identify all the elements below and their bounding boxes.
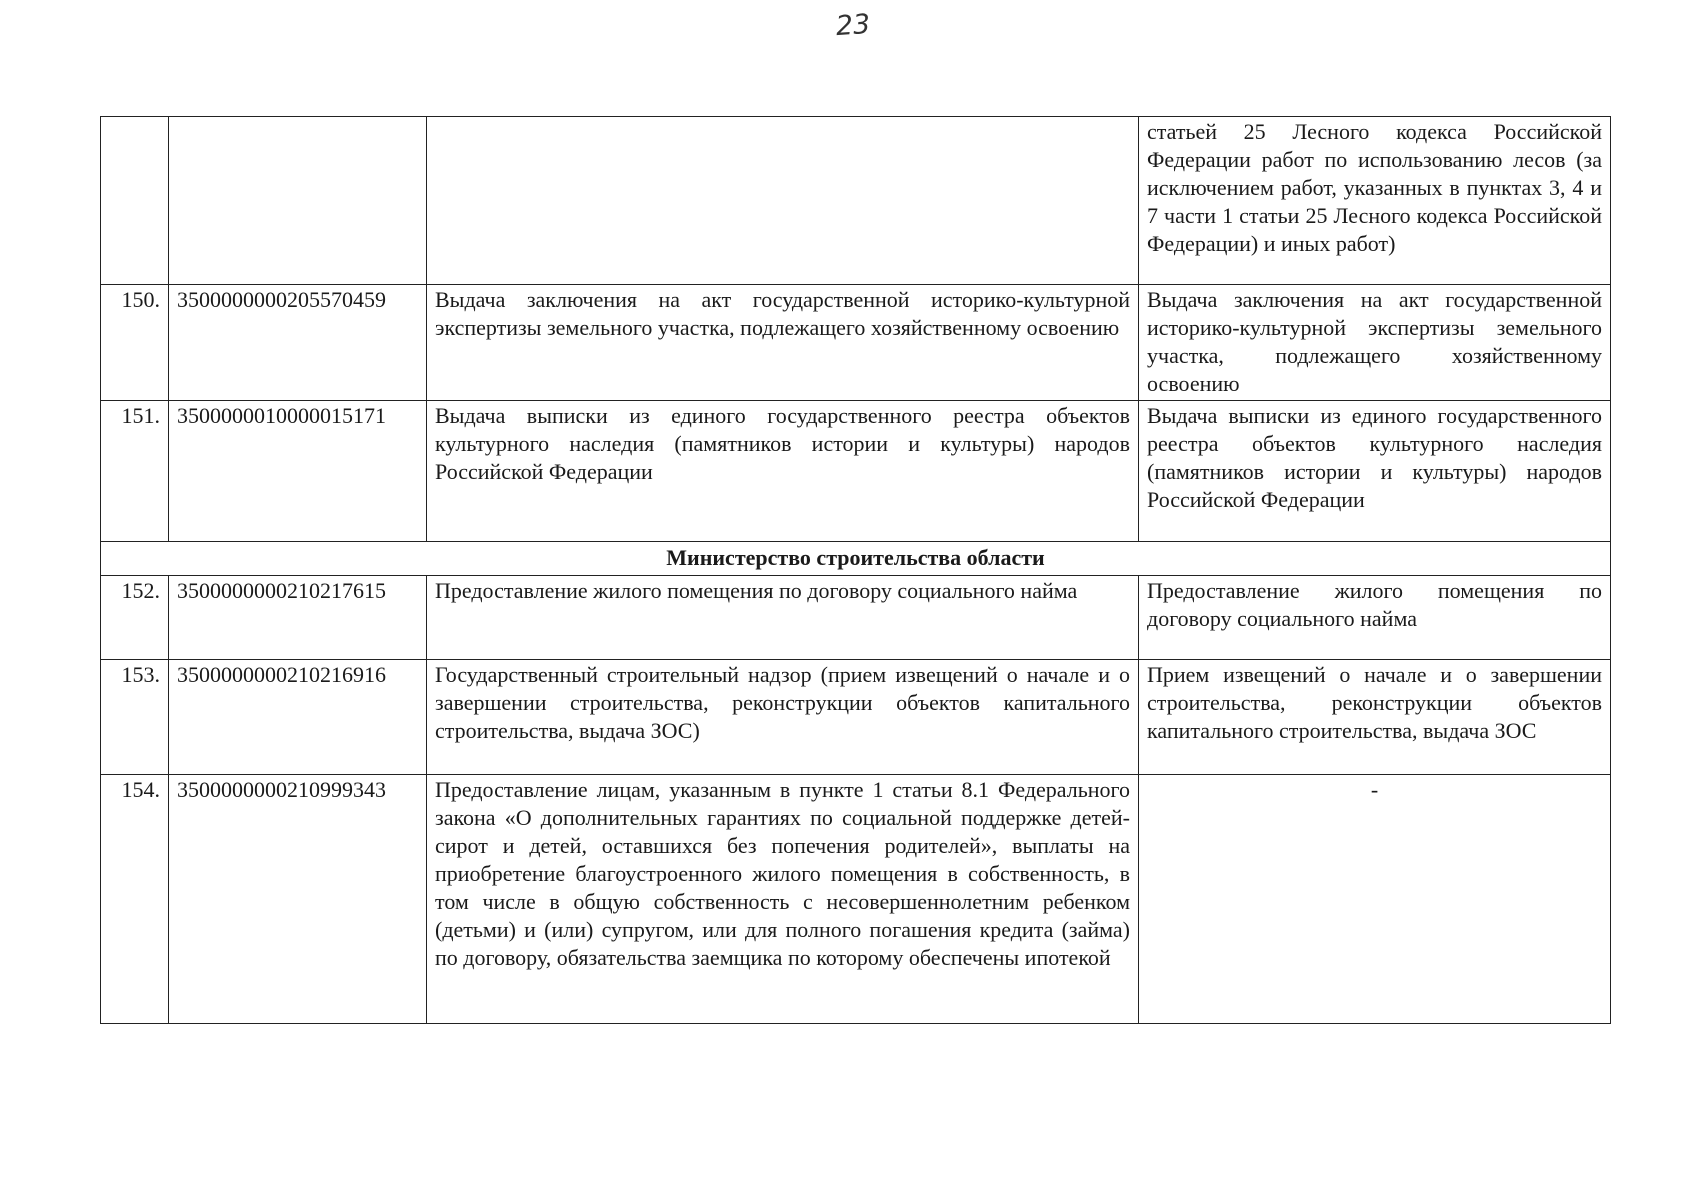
section-header-row — [101, 542, 1611, 576]
service-substance-cell: Выдача выписки из единого государственного реестра объектов культурного наследия (памятников истории и культуры) народов Российской Федерации — [1139, 401, 1611, 542]
table-row — [101, 576, 1611, 660]
section-title: Министерство строительства области — [101, 542, 1611, 576]
service-name-cell — [427, 117, 1139, 285]
table-row — [101, 401, 1611, 542]
service-substance-cell: статьей 25 Лесного кодекса Российской Федерации работ по использованию лесов (за исключением работ, указанных в пунктах 3, 4 и 7 части 1 статьи 25 Лесного кодекса Российской Федерации) и иных работ) — [1139, 117, 1611, 285]
service-name-cell: Предоставление жилого помещения по договору социального найма — [427, 576, 1139, 660]
document-sheet — [100, 116, 1610, 1024]
service-substance-cell: Выдача заключения на акт государственной историко-культурной экспертизы земельного участка, подлежащего хозяйственному освоению — [1139, 285, 1611, 401]
table-row — [101, 660, 1611, 775]
table-row — [101, 285, 1611, 401]
table-row-continuation — [101, 117, 1611, 285]
service-code-cell — [169, 117, 427, 285]
row-number-cell — [101, 117, 169, 285]
table-row — [101, 775, 1611, 1024]
row-number-cell: 150. — [101, 285, 169, 401]
service-substance-cell: Прием извещений о начале и о завершении строительства, реконструкции объектов капитального строительства, выдача ЗОС — [1139, 660, 1611, 775]
row-number-cell: 151. — [101, 401, 169, 542]
service-substance-cell: Предоставление жилого помещения по договору социального найма — [1139, 576, 1611, 660]
service-code-cell: 3500000000205570459 — [169, 285, 427, 401]
service-name-cell: Выдача выписки из единого государственного реестра объектов культурного наследия (памятников истории и культуры) народов Российской Федерации — [427, 401, 1139, 542]
service-code-cell: 3500000010000015171 — [169, 401, 427, 542]
service-code-cell: 3500000000210999343 — [169, 775, 427, 1024]
services-registry-table — [100, 116, 1611, 1024]
service-code-cell: 3500000000210217615 — [169, 576, 427, 660]
service-name-cell: Предоставление лицам, указанным в пункте 1 статьи 8.1 Федерального закона «О дополнительных гарантиях по социальной поддержке детей-сирот и детей, оставшихся без попечения родителей», выплаты на приобретение благоустроенного жилого помещения в собственность, в том числе в общую собственность с несовершеннолетним ребенком (детьми) и (или) супругом, или для полного погашения кредита (займа) по договору, обязательства заемщика по которому обеспечены ипотекой — [427, 775, 1139, 1024]
page-number: 23 — [834, 8, 872, 43]
service-code-cell: 3500000000210216916 — [169, 660, 427, 775]
service-substance-cell: - — [1139, 775, 1611, 1024]
row-number-cell: 154. — [101, 775, 169, 1024]
row-number-cell: 152. — [101, 576, 169, 660]
service-name-cell: Государственный строительный надзор (прием извещений о начале и о завершении строительства, реконструкции объектов капитального строительства, выдача ЗОС) — [427, 660, 1139, 775]
row-number-cell: 153. — [101, 660, 169, 775]
service-name-cell: Выдача заключения на акт государственной историко-культурной экспертизы земельного участка, подлежащего хозяйственному освоению — [427, 285, 1139, 401]
